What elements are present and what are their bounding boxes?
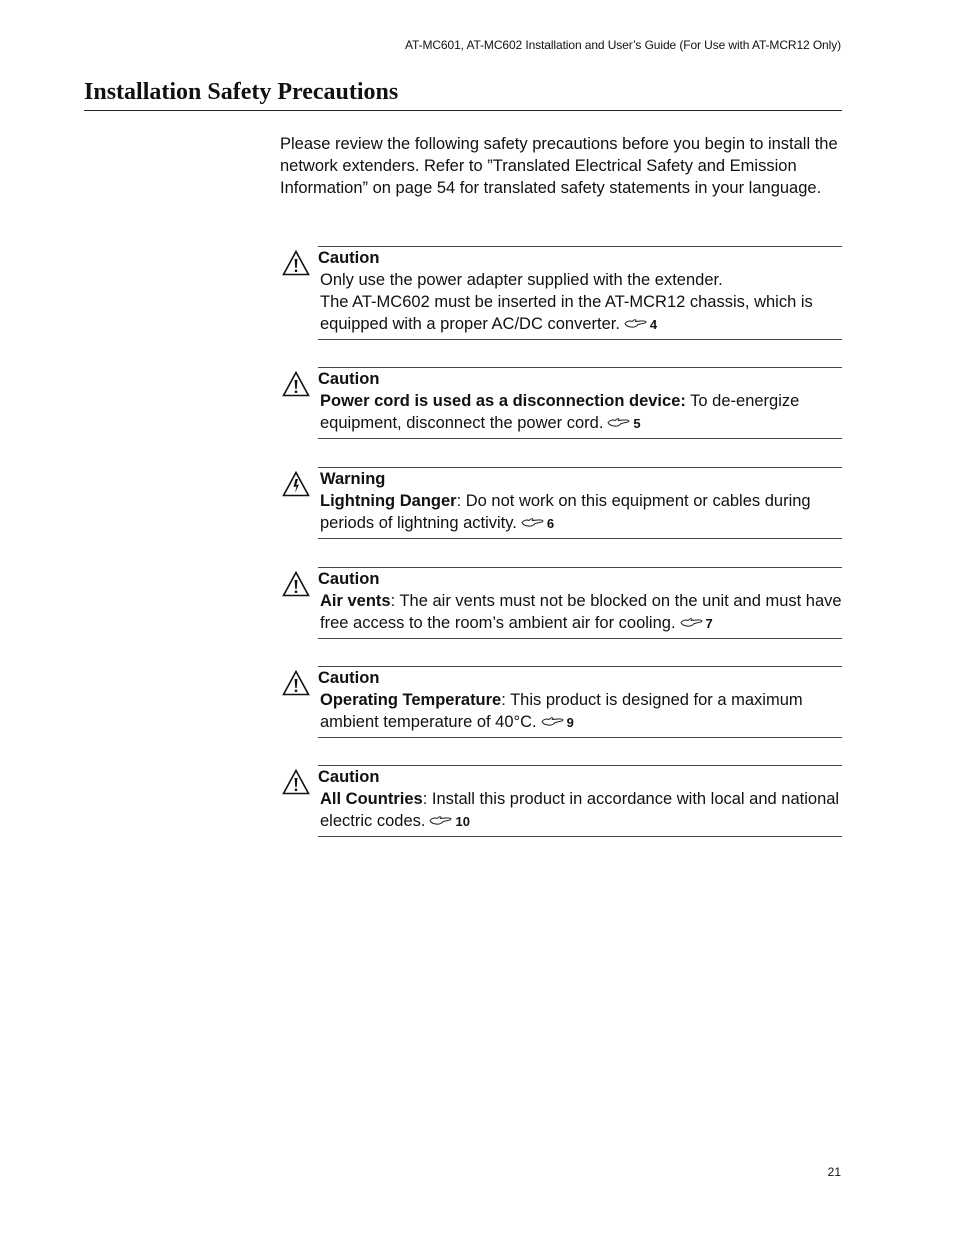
notice-text <box>318 590 842 635</box>
translation-ref-number: 4 <box>649 317 658 332</box>
notice-lead: All Countries <box>320 790 423 808</box>
notice-text <box>318 788 842 833</box>
notice-line-with-ref <box>320 291 842 336</box>
notice-line: Only use the power adapter supplied with the extender. <box>320 271 723 289</box>
translation-ref-number: 6 <box>546 516 555 531</box>
notice-lead: Lightning Danger <box>320 492 457 510</box>
notice-label: Caution <box>318 570 380 588</box>
intro-paragraph: Please review the following safety precautions before you begin to install the network extenders. Refer to ”Translated Electrical Safety and Emission Information” on page 54 for translated safety statements in your language. <box>280 135 838 197</box>
notice-text <box>318 269 842 336</box>
translation-ref-number: 5 <box>633 416 641 431</box>
pointing-hand-icon <box>541 715 565 727</box>
page-number: 21 <box>827 1165 841 1179</box>
caution-triangle-icon <box>282 371 310 397</box>
translation-ref-number: 7 <box>705 616 713 631</box>
notice-body: : Do not work on this equipment or cables during periods of lightning activity. <box>320 492 811 532</box>
notice-label: Warning <box>320 470 386 488</box>
pointing-hand-icon <box>607 416 631 428</box>
pointing-hand-icon <box>521 516 545 528</box>
notice-box <box>318 666 842 738</box>
notice-body: : Install this product in accordance with local and national electric codes. <box>320 790 840 830</box>
notice-box <box>318 367 842 439</box>
notice-body: To de-energize equipment, disconnect the power cord. <box>320 392 800 432</box>
translation-ref-number: 10 <box>455 814 470 829</box>
notice-text <box>318 390 842 435</box>
notice-label: Caution <box>318 768 380 786</box>
caution-triangle-icon <box>282 250 310 276</box>
caution-triangle-icon <box>282 571 310 597</box>
notice-label: Caution <box>318 669 380 687</box>
notice-box <box>318 765 842 837</box>
lightning-triangle-icon <box>282 471 310 497</box>
title-rule <box>84 110 842 111</box>
notice-box <box>318 246 842 340</box>
notice-label: Caution <box>318 249 380 267</box>
caution-triangle-icon <box>282 769 310 795</box>
caution-triangle-icon <box>282 670 310 696</box>
notice-lead: Air vents <box>320 592 391 610</box>
notice-body: : This product is designed for a maximum ambient temperature of 40°C. <box>320 691 803 731</box>
notice-body: : The air vents must not be blocked on the unit and must have free access to the room’s ambient air for cooling. <box>320 592 842 632</box>
notice-label: Caution <box>318 370 380 388</box>
notice-text <box>318 490 842 535</box>
pointing-hand-icon <box>680 616 704 628</box>
notice-line: The AT-MC602 must be inserted in the AT-MCR12 chassis, which is equipped with a proper AC/DC converter. <box>320 293 813 333</box>
notice-lead: Power cord is used as a disconnection device: <box>320 392 686 410</box>
notice-text <box>318 689 842 734</box>
pointing-hand-icon <box>624 317 648 329</box>
notice-lead: Operating Temperature <box>320 691 502 709</box>
translation-ref-number: 9 <box>566 715 574 730</box>
page-title: Installation Safety Precautions <box>84 79 399 105</box>
notice-box <box>318 567 842 639</box>
pointing-hand-icon <box>429 814 453 826</box>
notice-box <box>318 467 842 539</box>
running-header: AT-MC601, AT-MC602 Installation and User’s Guide (For Use with AT-MCR12 Only) <box>404 38 841 52</box>
